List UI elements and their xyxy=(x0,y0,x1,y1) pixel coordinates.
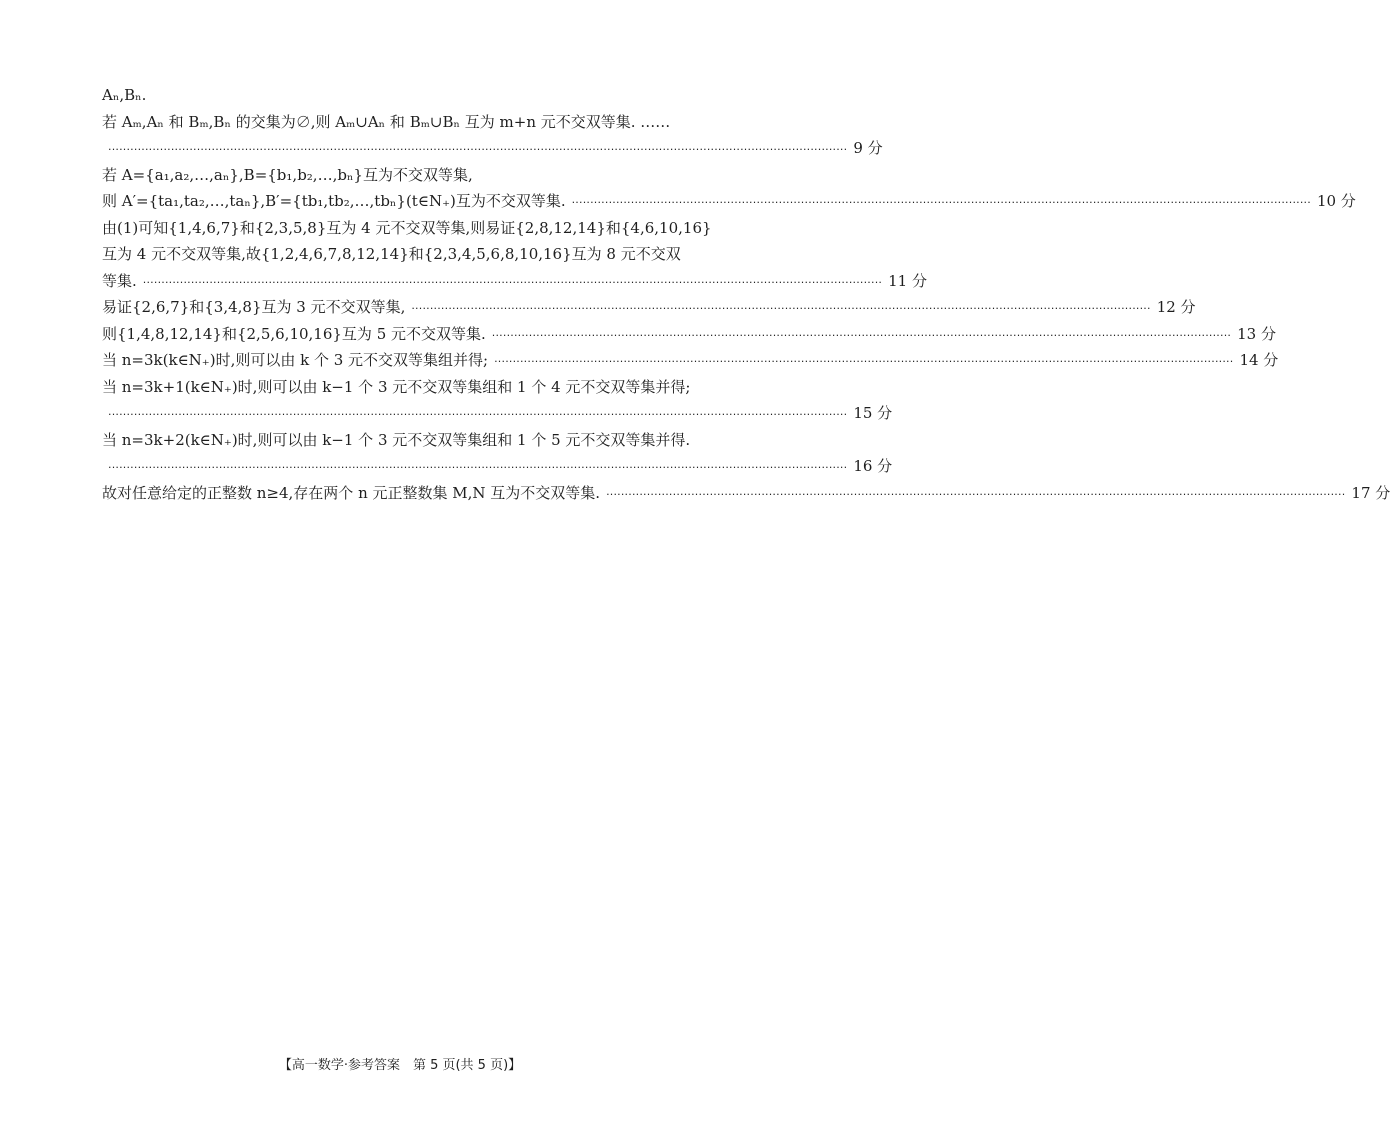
page-footer: 【高一数学·参考答案 第 5 页(共 5 页)】 xyxy=(278,1058,522,1073)
line-text: 当 n=3k+1(k∈N₊)时,则可以由 k−1 个 3 元不交双等集组和 1 个 4 元不交双等集并得; xyxy=(102,377,691,396)
score-label: 15 分 xyxy=(853,404,893,422)
answer-line xyxy=(102,162,723,189)
score-label: 9 分 xyxy=(853,139,883,157)
score-label: 11 分 xyxy=(888,271,927,290)
answer-line xyxy=(102,400,893,427)
line-text: 故对任意给定的正整数 n≥4,存在两个 n 元正整数集 M,N 互为不交双等集. xyxy=(102,483,601,502)
answer-line xyxy=(102,453,893,480)
answer-line xyxy=(102,135,883,162)
answer-line xyxy=(102,215,723,242)
dot-leader: ········································································································································································································ xyxy=(108,143,848,156)
answer-line xyxy=(102,268,927,295)
score-label: 16 分 xyxy=(853,457,893,475)
line-text: 当 n=3k(k∈N₊)时,则可以由 k 个 3 元不交双等集组并得; xyxy=(102,351,489,369)
line-text: Aₙ,Bₙ. xyxy=(102,86,147,104)
score-label: 12 分 xyxy=(1156,298,1196,316)
answer-line xyxy=(102,321,1276,348)
line-text: 则{1,4,8,12,14}和{2,5,6,10,16}互为 5 元不交双等集. xyxy=(102,324,486,343)
answer-line xyxy=(102,109,723,136)
answer-line xyxy=(102,480,1390,507)
dot-leader: ········································································································································································································ xyxy=(494,355,1234,368)
answer-line xyxy=(102,241,723,268)
line-text: 由(1)可知{1,4,6,7}和{2,3,5,8}互为 4 元不交双等集,则易证{2,8,12,14}和{4,6,10,16} xyxy=(102,218,712,237)
answer-line xyxy=(102,374,723,401)
line-text: 若 A={a₁,a₂,…,aₙ},B={b₁,b₂,…,bₙ}互为不交双等集, xyxy=(102,165,473,184)
line-text: 则 A′={ta₁,ta₂,…,taₙ},B′={tb₁,tb₂,…,tbₙ}(t∈N₊)互为不交双等集. xyxy=(102,192,566,210)
score-label: 17 分 xyxy=(1351,483,1390,502)
dot-leader: ········································································································································································································ xyxy=(571,196,1311,209)
score-label: 14 分 xyxy=(1239,351,1279,369)
dot-leader: ········································································································································································································ xyxy=(606,487,1346,501)
line-text: 易证{2,6,7}和{3,4,8}互为 3 元不交双等集, xyxy=(102,298,406,316)
answer-line xyxy=(102,347,1279,374)
line-text: 互为 4 元不交双等集,故{1,2,4,6,7,8,12,14}和{2,3,4,5,6,8,10,16}互为 8 元不交双 xyxy=(102,245,681,263)
dot-leader: ········································································································································································································ xyxy=(491,328,1232,342)
answer-line xyxy=(102,82,723,109)
answer-line xyxy=(102,188,1356,215)
score-label: 13 分 xyxy=(1237,324,1276,343)
answer-content xyxy=(102,82,1390,506)
answer-line xyxy=(102,427,723,454)
answer-line xyxy=(102,294,1196,321)
score-label: 10 分 xyxy=(1316,192,1356,210)
dot-leader: ········································································································································································································ xyxy=(108,461,848,474)
line-text: 等集. xyxy=(102,271,137,290)
dot-leader: ········································································································································································································ xyxy=(411,302,1151,315)
line-text: 若 Aₘ,Aₙ 和 Bₘ,Bₙ 的交集为∅,则 Aₘ∪Aₙ 和 Bₘ∪Bₙ 互为 m+n 元不交双等集. …… xyxy=(102,112,671,131)
dot-leader: ········································································································································································································ xyxy=(108,408,848,421)
line-text: 当 n=3k+2(k∈N₊)时,则可以由 k−1 个 3 元不交双等集组和 1 个 5 元不交双等集并得. xyxy=(102,430,691,449)
dot-leader: ········································································································································································································ xyxy=(142,275,883,289)
